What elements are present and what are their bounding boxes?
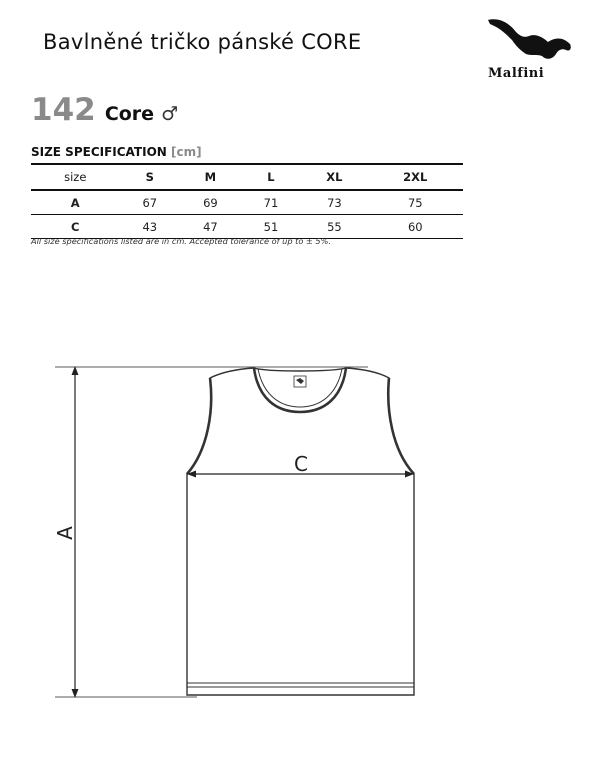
- col-s: S: [120, 164, 181, 190]
- row-label: C: [31, 215, 120, 239]
- col-size: size: [31, 164, 120, 190]
- col-xl: XL: [301, 164, 367, 190]
- table-cell: 55: [301, 215, 367, 239]
- table-cell: 71: [241, 190, 302, 215]
- measurement-c-label: C: [294, 452, 308, 476]
- size-table-header: [31, 164, 463, 190]
- male-symbol-icon: ♂: [161, 103, 179, 125]
- col-l: L: [241, 164, 302, 190]
- table-cell: 67: [120, 190, 181, 215]
- table-row: [31, 215, 463, 239]
- table-cell: 47: [180, 215, 241, 239]
- table-cell: 73: [301, 190, 367, 215]
- tolerance-note: All size specifications listed are in cm. Accepted tolerance of up to ± 5%.: [31, 236, 331, 246]
- table-row: [31, 190, 463, 215]
- size-spec-label: SIZE SPECIFICATION: [31, 145, 167, 159]
- product-name: Core: [104, 103, 155, 125]
- neck-label-icon: [294, 376, 306, 387]
- table-cell: 43: [120, 215, 181, 239]
- page-title: Bavlněné tričko pánské CORE: [43, 30, 362, 54]
- tank-top-shape: [187, 368, 414, 695]
- col-m: M: [180, 164, 241, 190]
- product-code: 142: [31, 92, 96, 128]
- product-heading: [31, 92, 178, 128]
- eagle-icon: [486, 16, 574, 64]
- col-2xl: 2XL: [368, 164, 463, 190]
- size-table: [31, 163, 463, 239]
- tank-top-diagram: [0, 350, 595, 710]
- measurement-a-label: A: [53, 526, 77, 540]
- size-spec-title: [31, 145, 202, 159]
- row-label: A: [31, 190, 120, 215]
- size-spec-unit: [cm]: [171, 145, 202, 159]
- table-cell: 75: [368, 190, 463, 215]
- table-cell: 60: [368, 215, 463, 239]
- table-cell: 69: [180, 190, 241, 215]
- brand-logo: [486, 16, 578, 86]
- table-cell: 51: [241, 215, 302, 239]
- brand-name: Malfini: [488, 66, 545, 81]
